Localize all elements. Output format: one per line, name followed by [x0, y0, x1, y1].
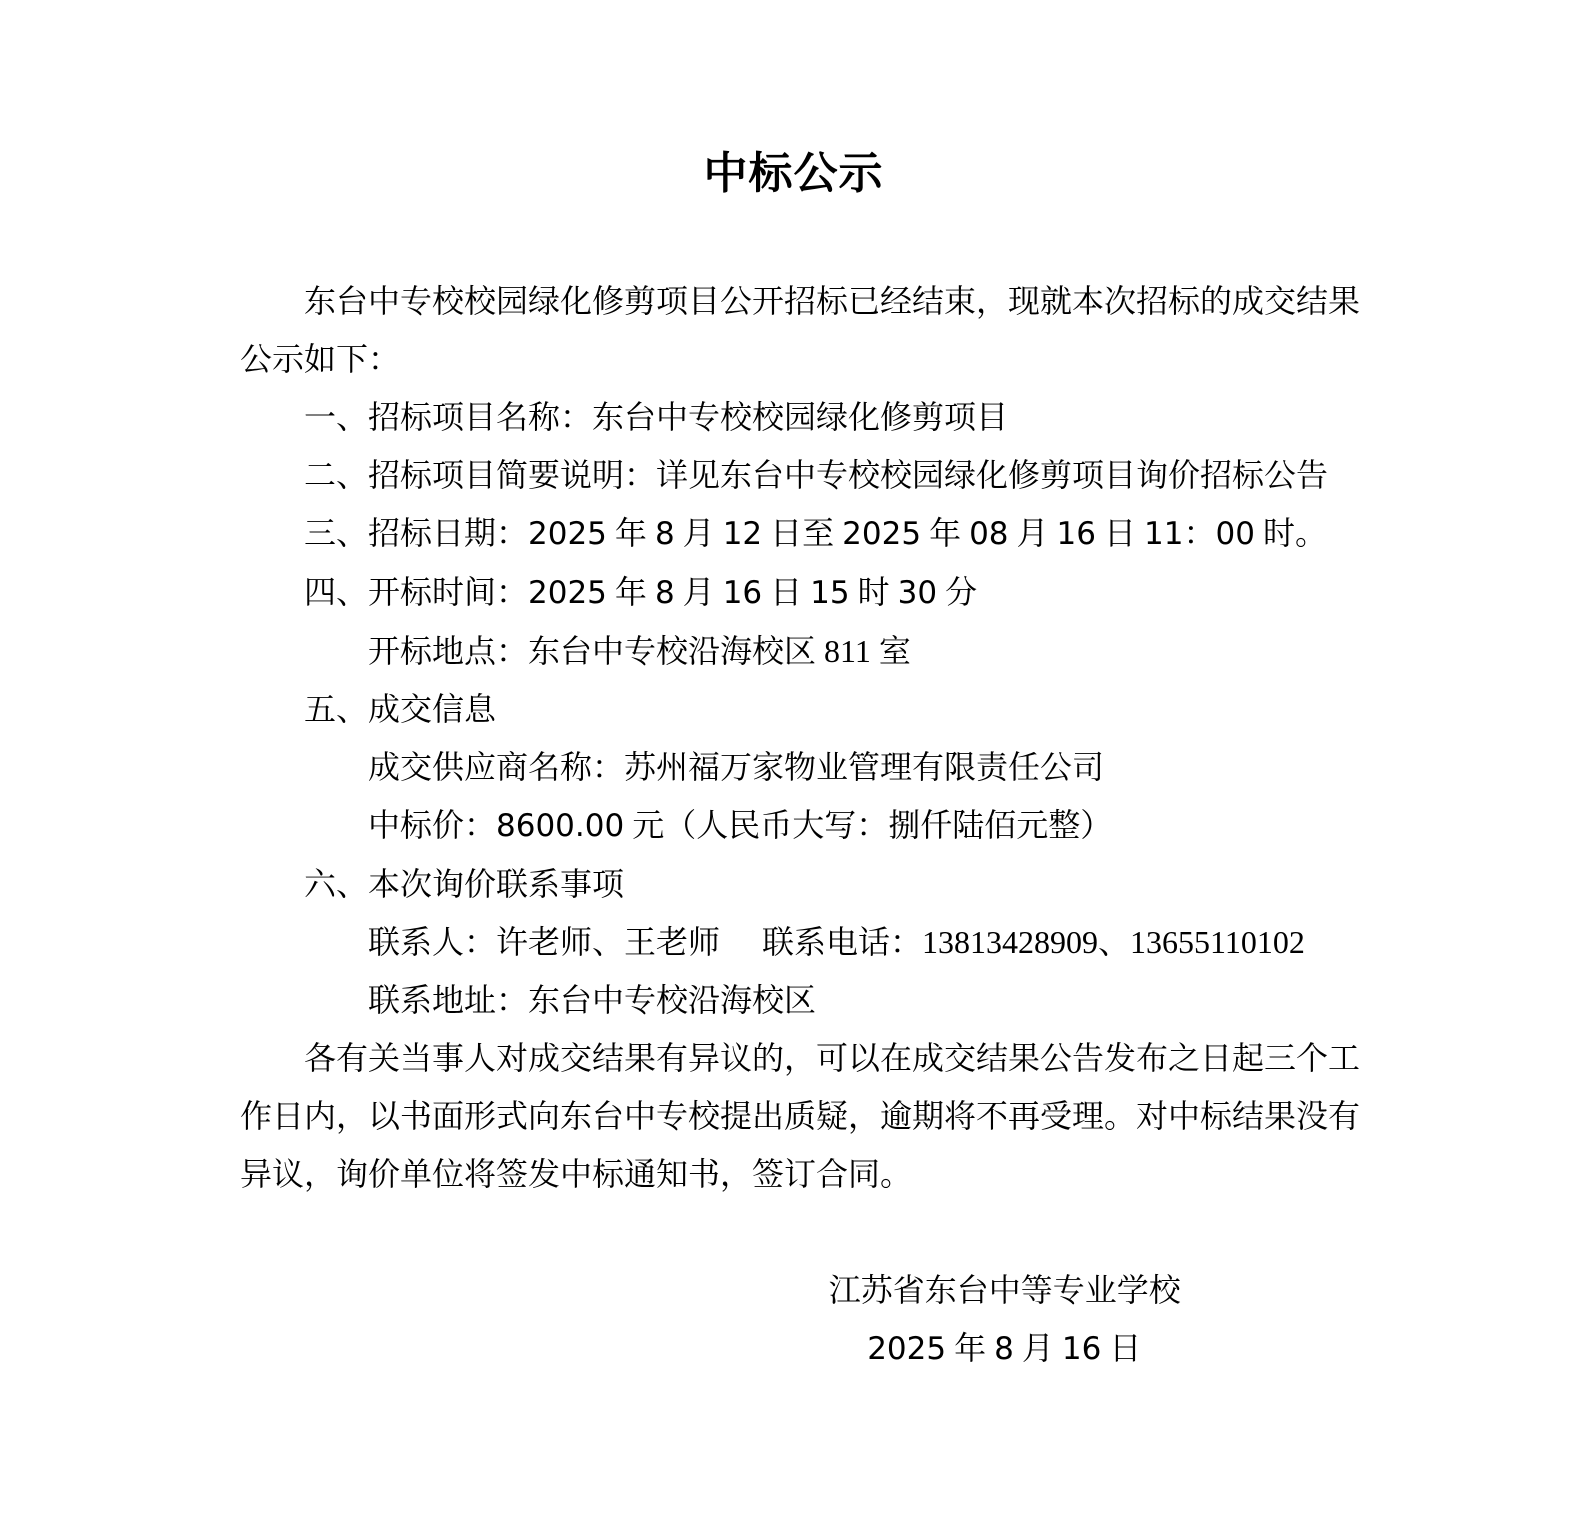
text-run: 8	[994, 1331, 1014, 1367]
text-run: 月	[1013, 1330, 1062, 1366]
text-run: 联系地址：东台中专校沿海校区	[368, 982, 817, 1018]
text-run: 月	[674, 515, 723, 551]
doc-line	[240, 913, 1370, 971]
document-title: 中标公示	[703, 149, 884, 198]
doc-line	[240, 796, 1370, 855]
text-run: 年	[606, 574, 655, 610]
text-run: 开标地点：东台中专校沿海校区	[368, 633, 825, 669]
text-run: 联系人：许老师、王老师	[368, 924, 721, 960]
text-run: 中标价：	[368, 807, 497, 843]
doc-line	[240, 272, 1370, 330]
text-run: 8600.00	[496, 808, 625, 844]
text-run: 东台中专校校园绿化修剪项目公开招标已经结束，现就本次招标的成交结果	[304, 283, 1361, 319]
text-run: 年	[946, 1330, 995, 1366]
text-run: 六、本次询价联系事项	[304, 866, 625, 902]
doc-line	[240, 971, 1370, 1029]
doc-line	[240, 1145, 1370, 1203]
document-lines	[240, 272, 1370, 1378]
text-run: 16	[722, 575, 763, 611]
text-run: 00	[1215, 516, 1255, 552]
text-run: 四、开标时间：	[304, 574, 529, 610]
text-run: ：	[1183, 515, 1216, 551]
text-run: 8	[654, 516, 675, 552]
doc-line	[240, 504, 1370, 563]
text-run: 成交供应商名称：苏州福万家物业管理有限责任公司	[368, 749, 1105, 785]
text-gap	[720, 952, 762, 953]
doc-line	[240, 330, 1370, 388]
text-run: 作日内，以书面形式向东台中专校提出质疑，逾期将不再受理。对中标结果没有	[240, 1098, 1361, 1134]
text-run: 二、招标项目简要说明：详见东台中专校校园绿化修剪项目询价招标公告	[304, 457, 1329, 493]
text-run: 三、招标日期：	[304, 515, 529, 551]
text-run: 11	[1144, 516, 1184, 552]
text-run: 08	[969, 516, 1009, 552]
text-run: 分	[937, 574, 978, 610]
text-run: 2025	[867, 1331, 947, 1367]
text-run: 年	[921, 515, 970, 551]
text-run: 公示如下：	[240, 341, 401, 377]
text-run: 元（人民币大写：捌仟陆佰元整）	[624, 807, 1113, 843]
doc-line	[240, 1087, 1370, 1145]
text-run: 30	[897, 575, 938, 611]
text-run: 13813428909、13655110102	[922, 924, 1305, 960]
doc-line	[240, 738, 1370, 796]
text-run: 日	[1096, 515, 1145, 551]
doc-line	[240, 622, 1370, 680]
doc-line	[240, 1029, 1370, 1087]
text-run: 16	[1056, 516, 1096, 552]
text-run: 8	[654, 575, 675, 611]
text-run: 月	[674, 574, 723, 610]
text-run: 2025	[528, 575, 607, 611]
text-run: 时。	[1254, 515, 1327, 551]
text-run: 一、招标项目名称：东台中专校校园绿化修剪项目	[304, 399, 1009, 435]
text-run: 时	[849, 574, 898, 610]
text-run: 室	[870, 633, 911, 669]
text-run: 日	[762, 574, 811, 610]
text-run: 异议，询价单位将签发中标通知书，签订合同。	[240, 1156, 913, 1192]
text-run: 2025	[842, 516, 922, 552]
doc-line	[240, 1261, 1370, 1319]
text-run: 联系电话：	[762, 924, 923, 960]
text-run: 月	[1008, 515, 1057, 551]
doc-line	[240, 388, 1370, 446]
text-run: 日至	[762, 515, 843, 551]
doc-line	[240, 1203, 1370, 1261]
text-run: 五、成交信息	[304, 691, 497, 727]
text-run: 811	[824, 633, 871, 669]
doc-line	[240, 680, 1370, 738]
text-run: 16	[1061, 1331, 1102, 1367]
text-run: 12	[722, 516, 763, 552]
text-run: 江苏省东台中等专业学校	[828, 1272, 1181, 1308]
text-run: 各有关当事人对成交结果有异议的，可以在成交结果公告发布之日起三个工	[304, 1040, 1361, 1076]
doc-line	[240, 1319, 1370, 1378]
text-run: 年	[606, 515, 655, 551]
doc-line	[240, 563, 1370, 622]
doc-line	[240, 446, 1370, 504]
text-run: 日	[1101, 1330, 1142, 1366]
text-run: 2025	[528, 516, 607, 552]
text-run: 15	[810, 575, 850, 611]
doc-line	[240, 855, 1370, 913]
